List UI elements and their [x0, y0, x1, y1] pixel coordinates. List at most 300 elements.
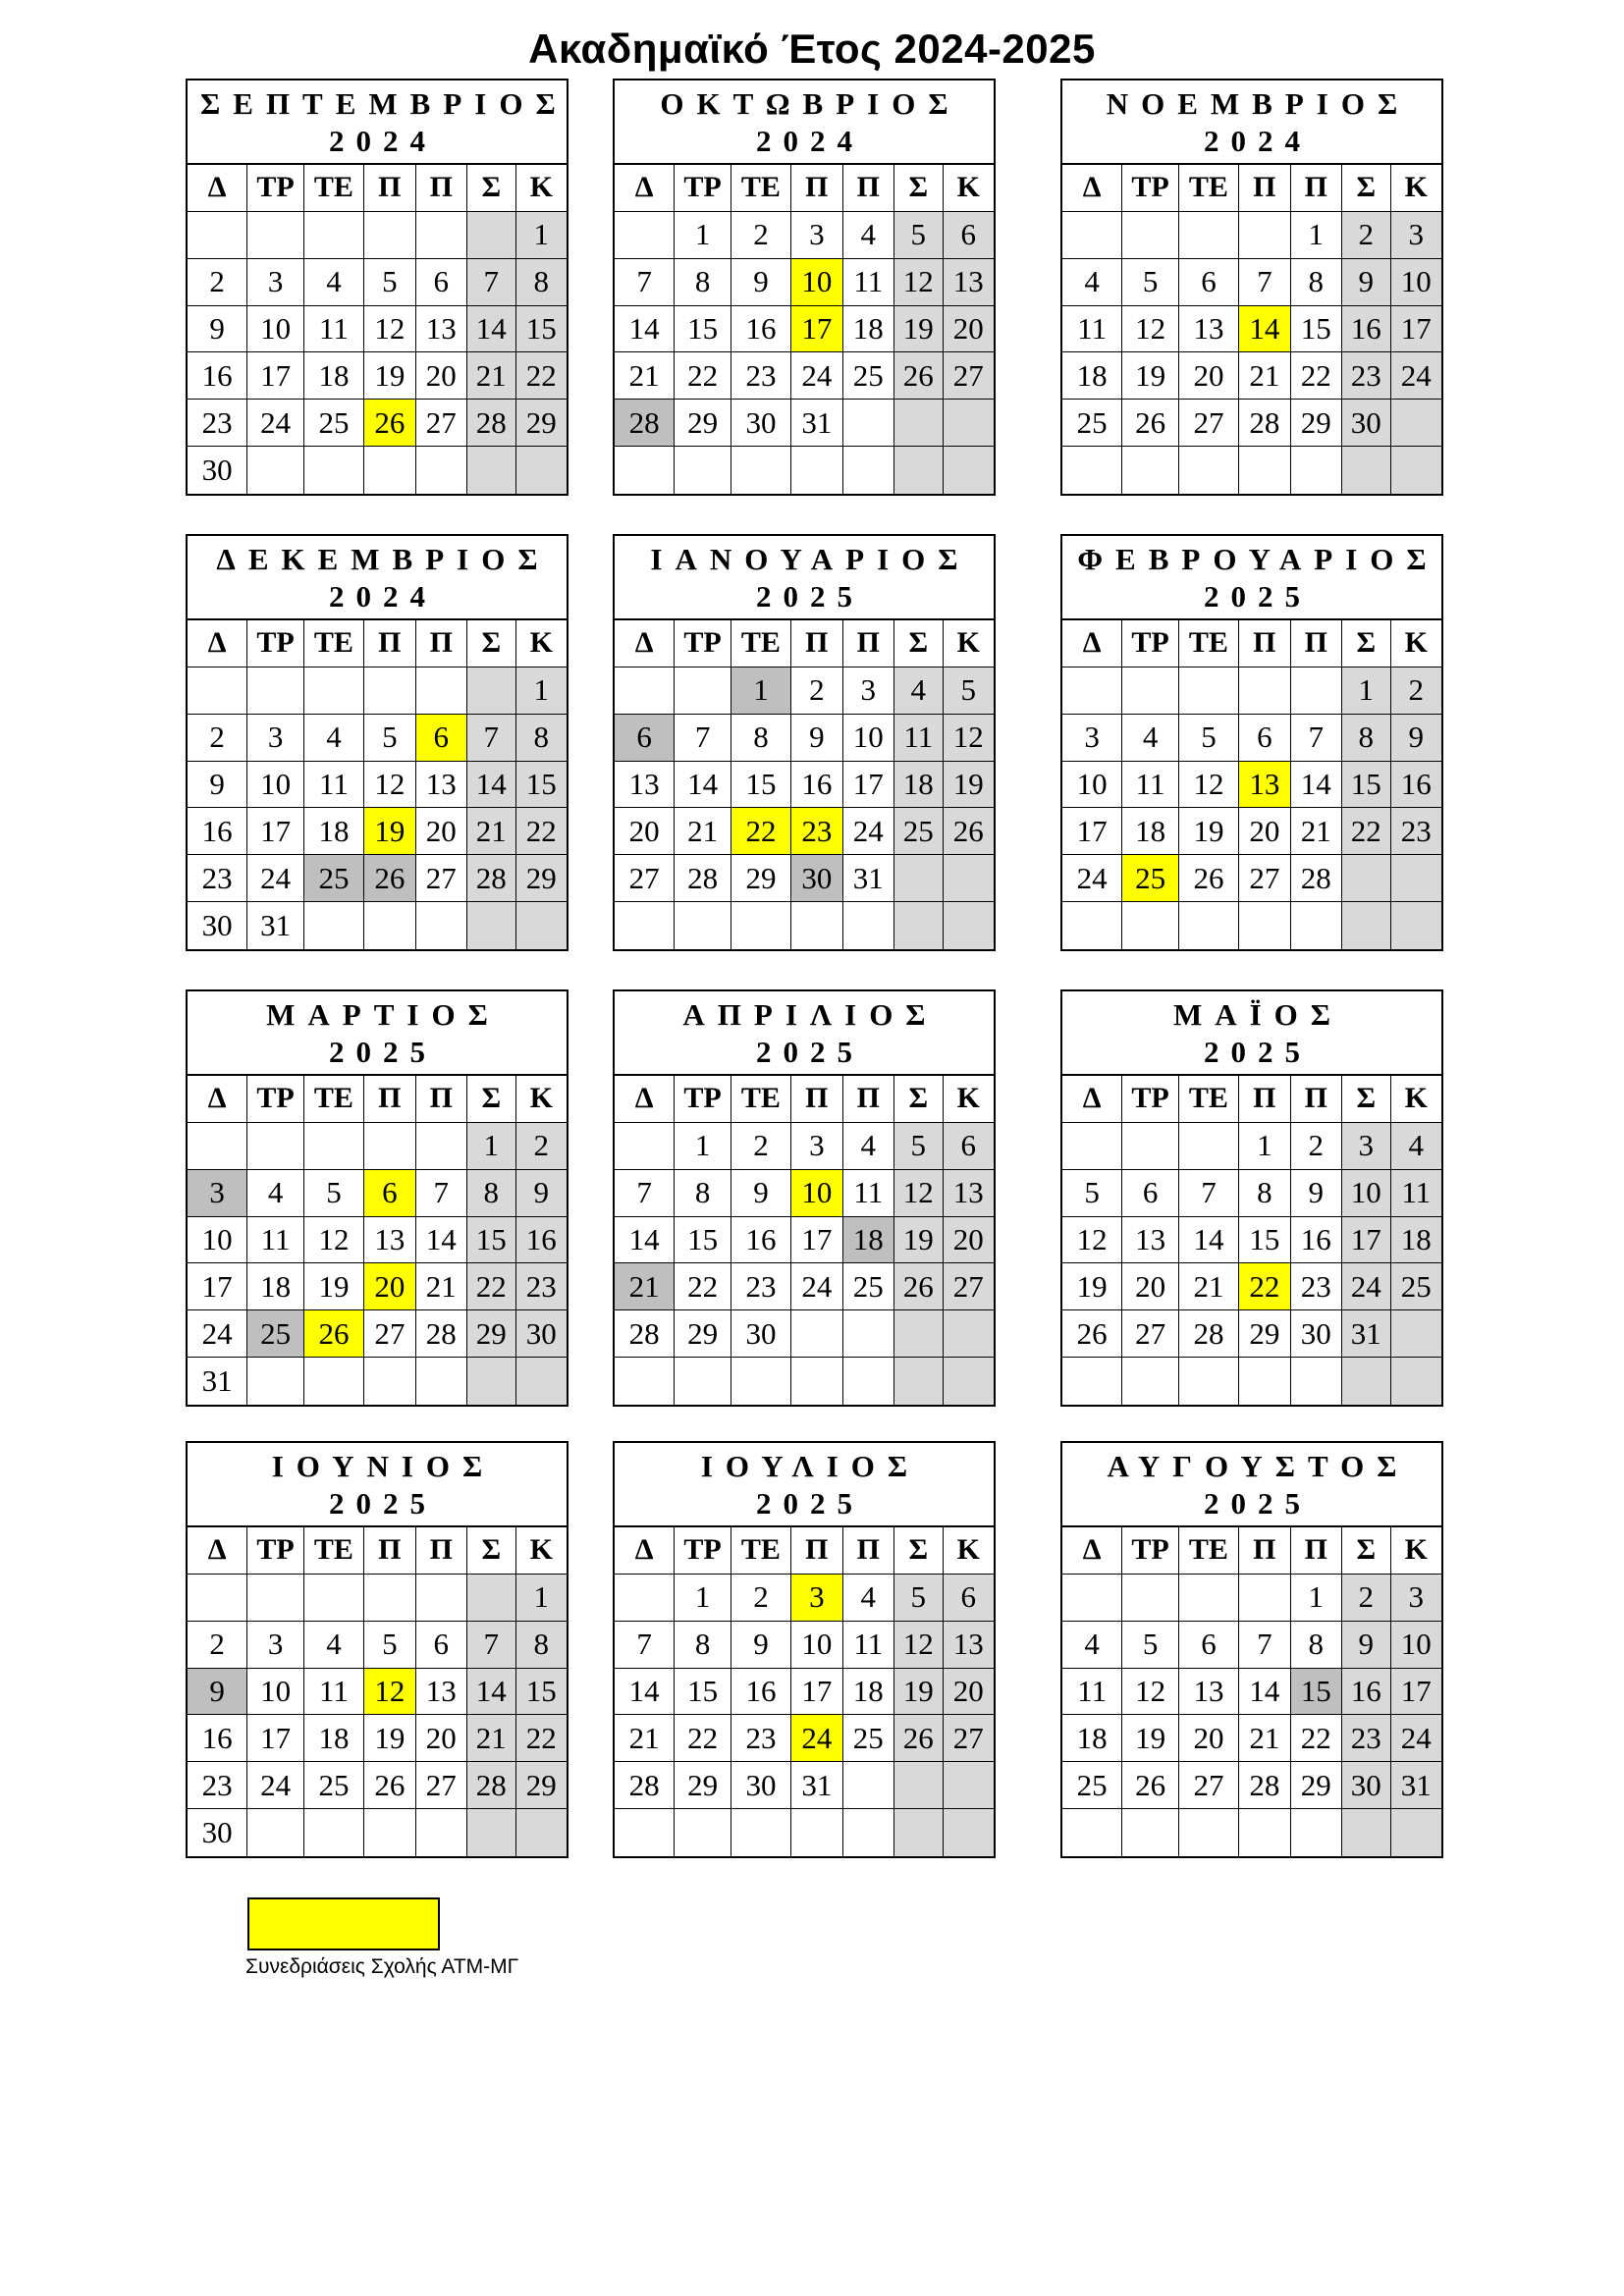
day-cell: 21 [467, 352, 516, 400]
empty-day-cell [843, 1762, 894, 1809]
month-name: ΜΑΡΤΙΟΣ [266, 997, 501, 1032]
empty-day-cell [1062, 447, 1122, 494]
day-cell: 22 [731, 808, 791, 855]
weekday-header: ΤΡ [247, 620, 303, 667]
empty-day-cell [791, 1809, 842, 1856]
day-cell: 21 [1179, 1263, 1239, 1310]
day-cell: 5 [894, 212, 944, 259]
day-cell: 1 [675, 1123, 731, 1170]
day-cell: 19 [364, 808, 415, 855]
month-name: ΟΚΤΩΒΡΙΟΣ [660, 86, 961, 121]
day-grid [188, 1076, 567, 1405]
empty-day-cell [1179, 667, 1239, 715]
weekday-header: Π [416, 1527, 467, 1575]
weekday-header: ΤΕ [304, 165, 364, 212]
day-cell: 12 [1122, 1669, 1178, 1716]
weekday-header: ΤΕ [304, 620, 364, 667]
empty-day-cell [675, 667, 731, 715]
day-cell: 6 [416, 715, 467, 762]
day-cell: 25 [1391, 1263, 1441, 1310]
day-grid [615, 1527, 994, 1856]
weekday-header: Δ [615, 165, 675, 212]
day-cell: 26 [364, 855, 415, 902]
month-year: 2025 [329, 1035, 437, 1069]
day-cell: 22 [675, 1715, 731, 1762]
day-cell: 14 [675, 762, 731, 809]
day-cell: 19 [364, 1715, 415, 1762]
empty-day-cell [247, 212, 303, 259]
day-cell: 14 [1239, 306, 1290, 353]
day-cell: 7 [467, 259, 516, 306]
day-cell: 2 [731, 1123, 791, 1170]
legend-yellow-swatch [247, 1897, 440, 1950]
day-cell: 23 [188, 400, 247, 447]
empty-day-cell [1239, 1809, 1290, 1856]
weekday-header: ΤΡ [675, 165, 731, 212]
day-cell: 9 [731, 259, 791, 306]
day-cell: 17 [843, 762, 894, 809]
weekday-header: ΤΕ [731, 620, 791, 667]
empty-day-cell [364, 1809, 415, 1856]
weekday-header: Π [791, 1076, 842, 1123]
day-cell: 13 [1179, 306, 1239, 353]
day-cell: 14 [467, 1669, 516, 1716]
day-cell: 24 [791, 1715, 842, 1762]
weekday-header: ΤΕ [1179, 620, 1239, 667]
weekday-header: Δ [615, 620, 675, 667]
month-name: ΣΕΠΤΕΜΒΡΙΟΣ [200, 86, 568, 121]
day-cell: 13 [944, 1622, 994, 1669]
empty-day-cell [1291, 902, 1342, 949]
day-cell: 2 [1342, 1575, 1391, 1622]
day-cell: 5 [364, 715, 415, 762]
day-cell: 5 [1122, 1622, 1178, 1669]
weekday-header: Δ [188, 1527, 247, 1575]
day-cell: 19 [1122, 352, 1178, 400]
empty-day-cell [467, 1358, 516, 1405]
day-cell: 22 [1291, 1715, 1342, 1762]
day-cell: 30 [188, 1809, 247, 1856]
day-cell: 28 [1239, 400, 1290, 447]
empty-day-cell [1179, 1123, 1239, 1170]
weekday-header: Κ [1391, 620, 1441, 667]
day-cell: 25 [843, 1715, 894, 1762]
day-cell: 11 [247, 1217, 303, 1264]
empty-day-cell [1122, 667, 1178, 715]
day-cell: 31 [791, 1762, 842, 1809]
weekday-header: Κ [1391, 1527, 1441, 1575]
month-name: ΙΑΝΟΥΑΡΙΟΣ [650, 542, 971, 576]
day-cell: 17 [188, 1263, 247, 1310]
day-cell: 6 [1122, 1170, 1178, 1217]
empty-day-cell [1391, 1358, 1441, 1405]
empty-day-cell [1239, 902, 1290, 949]
day-cell: 30 [731, 1310, 791, 1358]
day-grid [188, 620, 567, 949]
day-cell: 24 [247, 855, 303, 902]
day-cell: 17 [791, 306, 842, 353]
empty-day-cell [467, 1809, 516, 1856]
day-cell: 10 [247, 306, 303, 353]
month-year: 2025 [1204, 1486, 1312, 1521]
day-cell: 6 [1179, 1622, 1239, 1669]
weekday-header: ΤΡ [1122, 1076, 1178, 1123]
day-cell: 27 [615, 855, 675, 902]
day-cell: 26 [364, 1762, 415, 1809]
day-cell: 19 [944, 762, 994, 809]
month-header [188, 991, 567, 1076]
day-cell: 23 [731, 352, 791, 400]
day-cell: 6 [615, 715, 675, 762]
day-cell: 7 [615, 1170, 675, 1217]
day-cell: 14 [1291, 762, 1342, 809]
day-grid [615, 1076, 994, 1405]
empty-day-cell [944, 447, 994, 494]
empty-day-cell [1239, 212, 1290, 259]
day-cell: 24 [247, 1762, 303, 1809]
day-grid [615, 620, 994, 949]
day-cell: 24 [791, 352, 842, 400]
day-cell: 21 [615, 1715, 675, 1762]
day-cell: 10 [1391, 259, 1441, 306]
day-cell: 20 [1122, 1263, 1178, 1310]
day-cell: 27 [1239, 855, 1290, 902]
weekday-header: Π [843, 165, 894, 212]
empty-day-cell [364, 902, 415, 949]
day-cell: 5 [1179, 715, 1239, 762]
day-cell: 19 [1179, 808, 1239, 855]
day-cell: 15 [467, 1217, 516, 1264]
day-cell: 13 [416, 306, 467, 353]
weekday-header: ΤΕ [1179, 1527, 1239, 1575]
day-cell: 27 [1179, 400, 1239, 447]
day-cell: 19 [1062, 1263, 1122, 1310]
weekday-header: ΤΡ [1122, 1527, 1178, 1575]
weekday-header: Π [843, 1076, 894, 1123]
day-cell: 8 [675, 1622, 731, 1669]
empty-day-cell [1062, 902, 1122, 949]
empty-day-cell [1239, 1575, 1290, 1622]
day-cell: 28 [467, 855, 516, 902]
empty-day-cell [843, 1358, 894, 1405]
weekday-header: Π [416, 165, 467, 212]
weekday-header: Δ [188, 165, 247, 212]
day-cell: 3 [843, 667, 894, 715]
day-cell: 25 [304, 1762, 364, 1809]
month-header [1062, 536, 1441, 620]
empty-day-cell [731, 1809, 791, 1856]
weekday-header: Κ [944, 1527, 994, 1575]
day-cell: 11 [304, 762, 364, 809]
day-cell: 29 [731, 855, 791, 902]
day-cell: 11 [1062, 306, 1122, 353]
day-cell: 13 [1122, 1217, 1178, 1264]
day-cell: 3 [247, 715, 303, 762]
day-cell: 4 [304, 1622, 364, 1669]
day-cell: 16 [1342, 1669, 1391, 1716]
month-header [1062, 1443, 1441, 1527]
day-cell: 24 [188, 1310, 247, 1358]
day-cell: 16 [791, 762, 842, 809]
month-calendar [613, 79, 996, 496]
month-year: 2025 [329, 1486, 437, 1521]
weekday-header: Σ [894, 1527, 944, 1575]
weekday-header: Σ [1342, 620, 1391, 667]
day-cell: 19 [894, 306, 944, 353]
empty-day-cell [304, 1358, 364, 1405]
empty-day-cell [188, 667, 247, 715]
day-cell: 9 [1342, 1622, 1391, 1669]
day-cell: 7 [615, 1622, 675, 1669]
empty-day-cell [1391, 447, 1441, 494]
weekday-header: Δ [615, 1076, 675, 1123]
day-cell: 12 [364, 1669, 415, 1716]
day-cell: 3 [247, 1622, 303, 1669]
day-cell: 25 [247, 1310, 303, 1358]
day-cell: 4 [843, 212, 894, 259]
day-cell: 25 [1062, 1762, 1122, 1809]
empty-day-cell [364, 212, 415, 259]
day-cell: 8 [516, 715, 567, 762]
weekday-header: Π [364, 1076, 415, 1123]
weekday-header: Σ [1342, 1527, 1391, 1575]
empty-day-cell [467, 212, 516, 259]
empty-day-cell [1342, 1358, 1391, 1405]
weekday-header: Σ [1342, 1076, 1391, 1123]
day-cell: 24 [1391, 1715, 1441, 1762]
empty-day-cell [1391, 902, 1441, 949]
empty-day-cell [1122, 447, 1178, 494]
day-cell: 18 [894, 762, 944, 809]
day-cell: 13 [944, 259, 994, 306]
day-cell: 4 [304, 715, 364, 762]
day-cell: 14 [615, 1217, 675, 1264]
day-cell: 30 [731, 1762, 791, 1809]
month-header [615, 80, 994, 165]
day-cell: 8 [1239, 1170, 1290, 1217]
day-cell: 30 [1342, 400, 1391, 447]
empty-day-cell [1179, 1809, 1239, 1856]
day-cell: 8 [675, 1170, 731, 1217]
weekday-header: Π [1239, 1076, 1290, 1123]
day-cell: 14 [1179, 1217, 1239, 1264]
day-grid [1062, 1076, 1441, 1405]
weekday-header: ΤΕ [304, 1076, 364, 1123]
day-cell: 20 [416, 808, 467, 855]
day-cell: 10 [791, 1170, 842, 1217]
weekday-header: ΤΡ [675, 1527, 731, 1575]
day-cell: 5 [364, 259, 415, 306]
day-cell: 17 [247, 808, 303, 855]
day-cell: 23 [1342, 352, 1391, 400]
day-cell: 17 [1391, 1669, 1441, 1716]
day-cell: 30 [188, 447, 247, 494]
day-cell: 10 [188, 1217, 247, 1264]
day-cell: 2 [731, 212, 791, 259]
weekday-header: Π [1239, 1527, 1290, 1575]
day-cell: 25 [1122, 855, 1178, 902]
day-cell: 20 [364, 1263, 415, 1310]
day-cell: 13 [944, 1170, 994, 1217]
day-cell: 23 [1291, 1263, 1342, 1310]
month-header [188, 80, 567, 165]
empty-day-cell [791, 1358, 842, 1405]
day-cell: 21 [467, 1715, 516, 1762]
empty-day-cell [1291, 447, 1342, 494]
day-cell: 17 [791, 1669, 842, 1716]
day-cell: 18 [247, 1263, 303, 1310]
weekday-header: ΤΕ [731, 1076, 791, 1123]
empty-day-cell [675, 1809, 731, 1856]
day-cell: 3 [188, 1170, 247, 1217]
day-cell: 28 [467, 1762, 516, 1809]
month-header [188, 1443, 567, 1527]
legend-label: Συνεδριάσεις Σχολής ΑΤΜ-ΜΓ [245, 1955, 519, 1978]
month-name: ΝΟΕΜΒΡΙΟΣ [1106, 86, 1411, 121]
day-cell: 30 [791, 855, 842, 902]
day-cell: 26 [1122, 1762, 1178, 1809]
day-cell: 20 [416, 1715, 467, 1762]
weekday-header: Σ [1342, 165, 1391, 212]
empty-day-cell [843, 1310, 894, 1358]
day-cell: 11 [1062, 1669, 1122, 1716]
day-cell: 5 [944, 667, 994, 715]
empty-day-cell [1239, 1358, 1290, 1405]
day-cell: 18 [1391, 1217, 1441, 1264]
day-grid [1062, 1527, 1441, 1856]
day-cell: 18 [304, 352, 364, 400]
weekday-header: Π [1239, 620, 1290, 667]
weekday-header: Κ [944, 620, 994, 667]
day-cell: 18 [843, 306, 894, 353]
page-title: Ακαδημαϊκό Έτος 2024-2025 [528, 26, 1096, 72]
day-cell: 10 [1342, 1170, 1391, 1217]
empty-day-cell [944, 902, 994, 949]
empty-day-cell [1122, 902, 1178, 949]
day-cell: 7 [467, 715, 516, 762]
day-cell: 10 [1062, 762, 1122, 809]
day-cell: 21 [416, 1263, 467, 1310]
day-cell: 12 [364, 306, 415, 353]
empty-day-cell [516, 1809, 567, 1856]
weekday-header: Π [416, 1076, 467, 1123]
day-grid [1062, 165, 1441, 494]
day-cell: 27 [944, 1263, 994, 1310]
day-cell: 26 [894, 352, 944, 400]
empty-day-cell [1342, 1809, 1391, 1856]
empty-day-cell [247, 1123, 303, 1170]
day-cell: 29 [675, 1762, 731, 1809]
day-cell: 14 [416, 1217, 467, 1264]
empty-day-cell [247, 1575, 303, 1622]
day-cell: 10 [791, 1622, 842, 1669]
day-cell: 27 [416, 400, 467, 447]
day-cell: 7 [1179, 1170, 1239, 1217]
empty-day-cell [894, 1762, 944, 1809]
day-cell: 29 [516, 855, 567, 902]
day-cell: 11 [1391, 1170, 1441, 1217]
day-cell: 3 [791, 212, 842, 259]
empty-day-cell [467, 667, 516, 715]
day-cell: 25 [304, 855, 364, 902]
day-cell: 19 [1122, 1715, 1178, 1762]
day-cell: 6 [944, 212, 994, 259]
weekday-header: ΤΕ [304, 1527, 364, 1575]
day-cell: 8 [731, 715, 791, 762]
day-cell: 12 [944, 715, 994, 762]
day-cell: 1 [1342, 667, 1391, 715]
day-cell: 24 [843, 808, 894, 855]
day-cell: 20 [944, 306, 994, 353]
day-cell: 23 [188, 855, 247, 902]
weekday-header: Κ [944, 165, 994, 212]
day-cell: 19 [304, 1263, 364, 1310]
empty-day-cell [304, 667, 364, 715]
weekday-header: Π [1291, 1076, 1342, 1123]
day-cell: 16 [1291, 1217, 1342, 1264]
empty-day-cell [467, 902, 516, 949]
day-grid [615, 165, 994, 494]
empty-day-cell [467, 447, 516, 494]
day-cell: 9 [731, 1622, 791, 1669]
day-cell: 23 [516, 1263, 567, 1310]
empty-day-cell [894, 447, 944, 494]
weekday-header: ΤΕ [1179, 1076, 1239, 1123]
empty-day-cell [944, 1809, 994, 1856]
month-header [1062, 80, 1441, 165]
day-cell: 3 [247, 259, 303, 306]
day-cell: 29 [1239, 1310, 1290, 1358]
empty-day-cell [247, 1809, 303, 1856]
day-cell: 26 [1122, 400, 1178, 447]
empty-day-cell [791, 447, 842, 494]
day-cell: 16 [188, 1715, 247, 1762]
empty-day-cell [304, 1123, 364, 1170]
day-cell: 21 [1239, 1715, 1290, 1762]
day-cell: 15 [516, 1669, 567, 1716]
day-cell: 9 [731, 1170, 791, 1217]
empty-day-cell [247, 1358, 303, 1405]
day-cell: 3 [1062, 715, 1122, 762]
empty-day-cell [944, 400, 994, 447]
day-cell: 20 [944, 1217, 994, 1264]
day-cell: 22 [675, 352, 731, 400]
day-cell: 15 [675, 1217, 731, 1264]
weekday-header: Π [364, 620, 415, 667]
weekday-header: ΤΡ [247, 1076, 303, 1123]
day-cell: 27 [1122, 1310, 1178, 1358]
day-cell: 23 [1391, 808, 1441, 855]
day-cell: 7 [1291, 715, 1342, 762]
day-cell: 21 [615, 1263, 675, 1310]
weekday-header: Δ [1062, 620, 1122, 667]
day-cell: 28 [615, 400, 675, 447]
day-cell: 17 [1391, 306, 1441, 353]
day-cell: 30 [188, 902, 247, 949]
weekday-header: Δ [188, 620, 247, 667]
weekday-header: Κ [944, 1076, 994, 1123]
weekday-header: Δ [1062, 1076, 1122, 1123]
day-cell: 17 [247, 1715, 303, 1762]
day-cell: 20 [1179, 352, 1239, 400]
day-cell: 27 [364, 1310, 415, 1358]
day-cell: 8 [1291, 259, 1342, 306]
weekday-header: Π [843, 1527, 894, 1575]
weekday-header: ΤΕ [731, 1527, 791, 1575]
month-calendar [186, 534, 568, 951]
weekday-header: Κ [516, 1527, 567, 1575]
empty-day-cell [731, 1358, 791, 1405]
